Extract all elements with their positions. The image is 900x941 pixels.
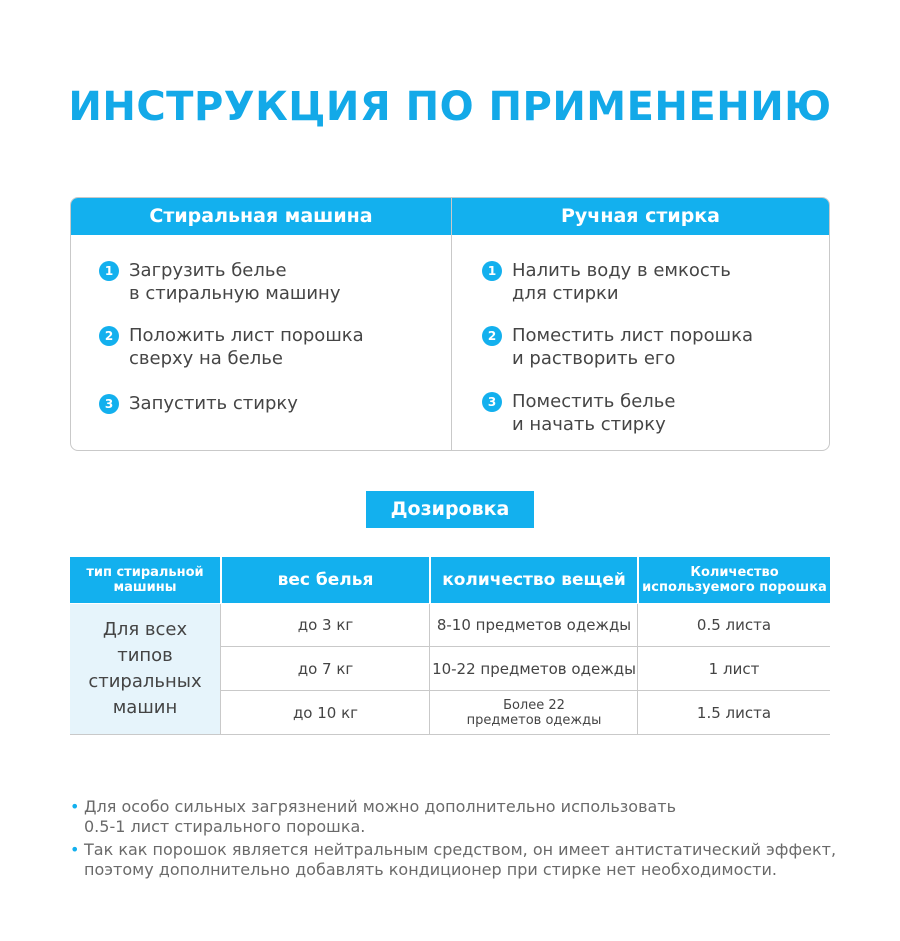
wm-step-1 bbox=[99, 259, 340, 305]
note-2-line1: Так как порошок является нейтральным средством, он имеет антистатический эффект, bbox=[84, 840, 837, 859]
table-row-3-amount: 1.5 листа bbox=[638, 691, 830, 735]
hw-step-3 bbox=[482, 390, 675, 436]
hw-step-1-line1: Налить воду в емкость bbox=[512, 260, 731, 281]
table-row-1-amount: 0.5 листа bbox=[638, 604, 830, 647]
header-amount-line2: используемого порошка bbox=[642, 580, 827, 595]
hw-step-2-line2: и растворить его bbox=[512, 348, 676, 369]
wm-step-2-line2: сверху на белье bbox=[129, 348, 283, 369]
hw-step-2 bbox=[482, 324, 753, 370]
step-number-icon: 3 bbox=[482, 392, 502, 412]
header-machine-type bbox=[70, 557, 220, 603]
header-machine-type-line2: машины bbox=[113, 580, 177, 595]
hw-step-3-line1: Поместить белье bbox=[512, 391, 676, 412]
header-count: количество вещей bbox=[431, 557, 637, 603]
table-row-3-count bbox=[430, 691, 638, 735]
instructions-panel bbox=[70, 197, 830, 451]
table-divider bbox=[429, 604, 430, 735]
table-row-2-count: 10-22 предметов одежды bbox=[430, 647, 638, 691]
dosage-label: Дозировка bbox=[366, 491, 534, 528]
wm-step-3-line1: Запустить стирку bbox=[129, 393, 298, 414]
note-1-line1: Для особо сильных загрязнений можно дополнительно использовать bbox=[84, 797, 677, 816]
table-row-1-count: 8-10 предметов одежды bbox=[430, 604, 638, 647]
table-row-1-weight: до 3 кг bbox=[221, 604, 430, 647]
wm-step-1-line1: Загрузить белье bbox=[129, 260, 287, 281]
hand-wash-heading: Ручная стирка bbox=[452, 198, 829, 235]
hw-step-1 bbox=[482, 259, 731, 305]
step-number-icon: 1 bbox=[482, 261, 502, 281]
wm-step-1-line2: в стиральную машину bbox=[129, 283, 341, 304]
table-divider bbox=[637, 604, 638, 735]
machine-type-line1: Для всех bbox=[102, 619, 188, 640]
table-row-3-count-line2: предметов одежды bbox=[466, 712, 602, 728]
table-row-3-count-line1: Более 22 bbox=[503, 697, 565, 713]
header-amount bbox=[639, 557, 830, 603]
washing-machine-column bbox=[71, 198, 452, 450]
step-number-icon: 2 bbox=[482, 326, 502, 346]
hw-step-1-line2: для стирки bbox=[512, 283, 619, 304]
header-amount-line1: Количество bbox=[690, 565, 779, 580]
machine-type-line2: типов bbox=[117, 645, 173, 666]
step-number-icon: 1 bbox=[99, 261, 119, 281]
table-row-2-amount: 1 лист bbox=[638, 647, 830, 691]
table-row-3-weight: до 10 кг bbox=[221, 691, 430, 735]
hw-step-2-line1: Поместить лист порошка bbox=[512, 325, 753, 346]
step-number-icon: 2 bbox=[99, 326, 119, 346]
machine-type-line3: стиральных bbox=[88, 671, 202, 692]
header-machine-type-line1: тип стиральной bbox=[86, 565, 204, 580]
note-1-line2: 0.5-1 лист стирального порошка. bbox=[84, 817, 366, 836]
wm-step-3 bbox=[99, 392, 298, 415]
header-weight: вес белья bbox=[222, 557, 429, 603]
note-item-1 bbox=[70, 797, 850, 837]
hand-wash-column bbox=[452, 198, 829, 450]
step-number-icon: 3 bbox=[99, 394, 119, 414]
table-row-2-weight: до 7 кг bbox=[221, 647, 430, 691]
hw-step-3-line2: и начать стирку bbox=[512, 414, 666, 435]
machine-type-line4: машин bbox=[112, 697, 178, 718]
table-divider bbox=[220, 604, 221, 735]
machine-type-cell bbox=[70, 604, 220, 735]
bullet-icon: • bbox=[70, 840, 80, 859]
page-title: ИНСТРУКЦИЯ ПО ПРИМЕНЕНИЮ bbox=[68, 84, 832, 130]
note-item-2 bbox=[70, 840, 850, 880]
bullet-icon: • bbox=[70, 797, 80, 816]
wm-step-2 bbox=[99, 324, 364, 370]
note-2-line2: поэтому дополнительно добавлять кондиционер при стирке нет необходимости. bbox=[84, 860, 777, 879]
washing-machine-heading: Стиральная машина bbox=[71, 198, 451, 235]
wm-step-2-line1: Положить лист порошка bbox=[129, 325, 364, 346]
notes-list bbox=[70, 797, 850, 883]
